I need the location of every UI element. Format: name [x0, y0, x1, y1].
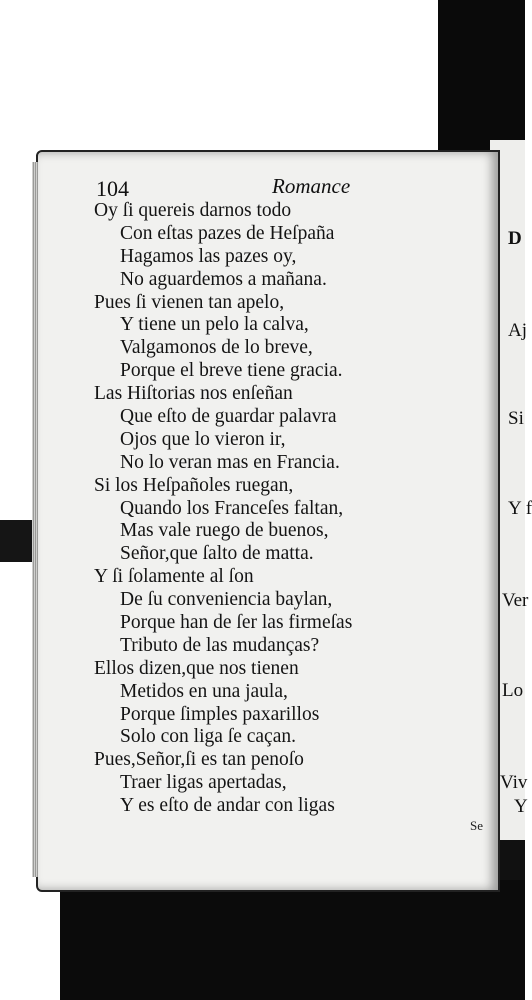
- verse-line: De ſu conveniencia baylan,: [120, 589, 333, 611]
- verse-line: Y ſi ſolamente al ſon: [94, 566, 254, 588]
- right-page-fragment: Viv: [500, 772, 528, 793]
- right-page-fragment: Si: [508, 408, 524, 429]
- verse-line: Pues,Señor,ſi es tan penoſo: [94, 749, 304, 771]
- verse-line: Metidos en una jaula,: [120, 680, 288, 702]
- right-page-fragment: Lo: [502, 680, 524, 701]
- page-edge-stack: [32, 162, 38, 877]
- verse-line: Porque han de ſer las firmeſas: [120, 612, 353, 634]
- verse-line: Con eſtas pazes de Heſpaña: [120, 222, 335, 244]
- left-page: [36, 150, 500, 892]
- catchword-fragment: Se: [470, 818, 483, 833]
- verse-line: Traer ligas apertadas,: [120, 772, 287, 794]
- verse-line: Hagamos las pazes oy,: [120, 245, 297, 267]
- dark-background-top: [438, 0, 525, 160]
- right-page-fragment: Ver: [502, 590, 529, 611]
- verse-block: [94, 200, 494, 818]
- page-number: 104: [96, 176, 129, 201]
- verse-line: Valgamonos de lo breve,: [120, 337, 313, 359]
- verse-line: Si los Heſpañoles ruegan,: [94, 474, 294, 496]
- verse-line: Y tiene un pelo la calva,: [120, 314, 309, 336]
- verse-line: Quando los Franceſes faltan,: [120, 497, 344, 519]
- right-page-fragment: D: [508, 228, 522, 249]
- running-title: Romance: [272, 174, 351, 198]
- verse-line: Solo con liga ſe caçan.: [120, 726, 296, 748]
- verse-line: Oy ſi quereis darnos todo: [94, 200, 292, 221]
- verse-line: Mas vale ruego de buenos,: [120, 520, 329, 542]
- verse-line: Ojos que lo vieron ir,: [120, 428, 286, 450]
- right-page-fragment: Y: [514, 796, 528, 817]
- dark-background-bottom: [60, 880, 525, 1000]
- verse-line: Ellos dizen,que nos tienen: [94, 657, 299, 679]
- verse-line: Porque ſimples paxarillos: [120, 703, 320, 725]
- verse-line: No aguardemos a mañana.: [120, 268, 327, 290]
- page-header: [96, 170, 496, 200]
- verse-line: Las Hiſtorias nos enſeñan: [94, 383, 293, 405]
- verse-line: No lo veran mas en Francia.: [120, 451, 340, 473]
- verse-line: Señor,que ſalto de matta.: [120, 543, 314, 565]
- verse-line: Que eſto de guardar palavra: [120, 406, 337, 428]
- verse-line: Y es eſto de andar con ligas: [120, 795, 335, 817]
- right-page-fragment: Aj: [508, 320, 527, 341]
- verse-line: Porque el breve tiene gracia.: [120, 360, 343, 382]
- right-page-fragment: Y f: [508, 498, 532, 519]
- verse-line: Tributo de las mudanças?: [120, 634, 320, 656]
- verse-line: Pues ſi vienen tan apelo,: [94, 291, 285, 313]
